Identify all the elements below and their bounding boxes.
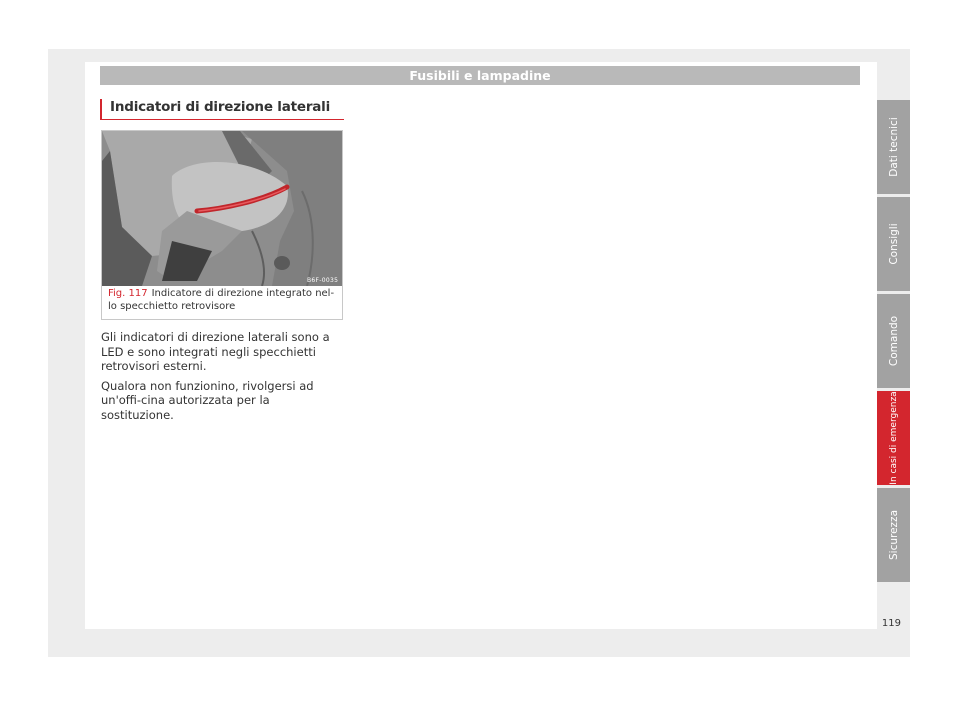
tab-label: Comando <box>887 315 900 367</box>
section-heading <box>100 99 344 120</box>
chapter-header: Fusibili e lampadine <box>100 66 860 85</box>
figure-code: B6F-0035 <box>307 277 339 284</box>
figure-caption <box>108 288 336 313</box>
figure-box <box>101 130 343 320</box>
tab-label: Sicurezza <box>887 509 900 561</box>
mirror-illustration <box>102 131 342 286</box>
tab-consigli[interactable] <box>877 197 910 291</box>
figure-caption-text: Indicatore di direzione integrato nel- lo specchietto retrovisore <box>108 288 335 312</box>
figure-number: Fig. 117 <box>108 288 148 299</box>
body-paragraph: Gli indicatori di direzione laterali sono a LED e sono integrati negli specchietti retrovisori esterni. <box>101 330 330 373</box>
tab-emergenza[interactable] <box>877 391 910 485</box>
tab-label: Consigli <box>887 223 900 265</box>
page-number: 119 <box>881 618 901 629</box>
body-paragraph: Qualora non funzionino, rivolgersi ad un'offi-cina autorizzata per la sostituzione. <box>101 378 314 422</box>
tab-label: Dati tecnici <box>887 117 900 177</box>
tab-sicurezza[interactable] <box>877 488 910 582</box>
tab-label: In casi di emergenza <box>888 391 899 485</box>
section-title: Indicatori di direzione laterali <box>110 99 331 115</box>
tab-dati-tecnici[interactable] <box>877 100 910 194</box>
tab-comando[interactable] <box>877 294 910 388</box>
body-text <box>101 330 346 427</box>
